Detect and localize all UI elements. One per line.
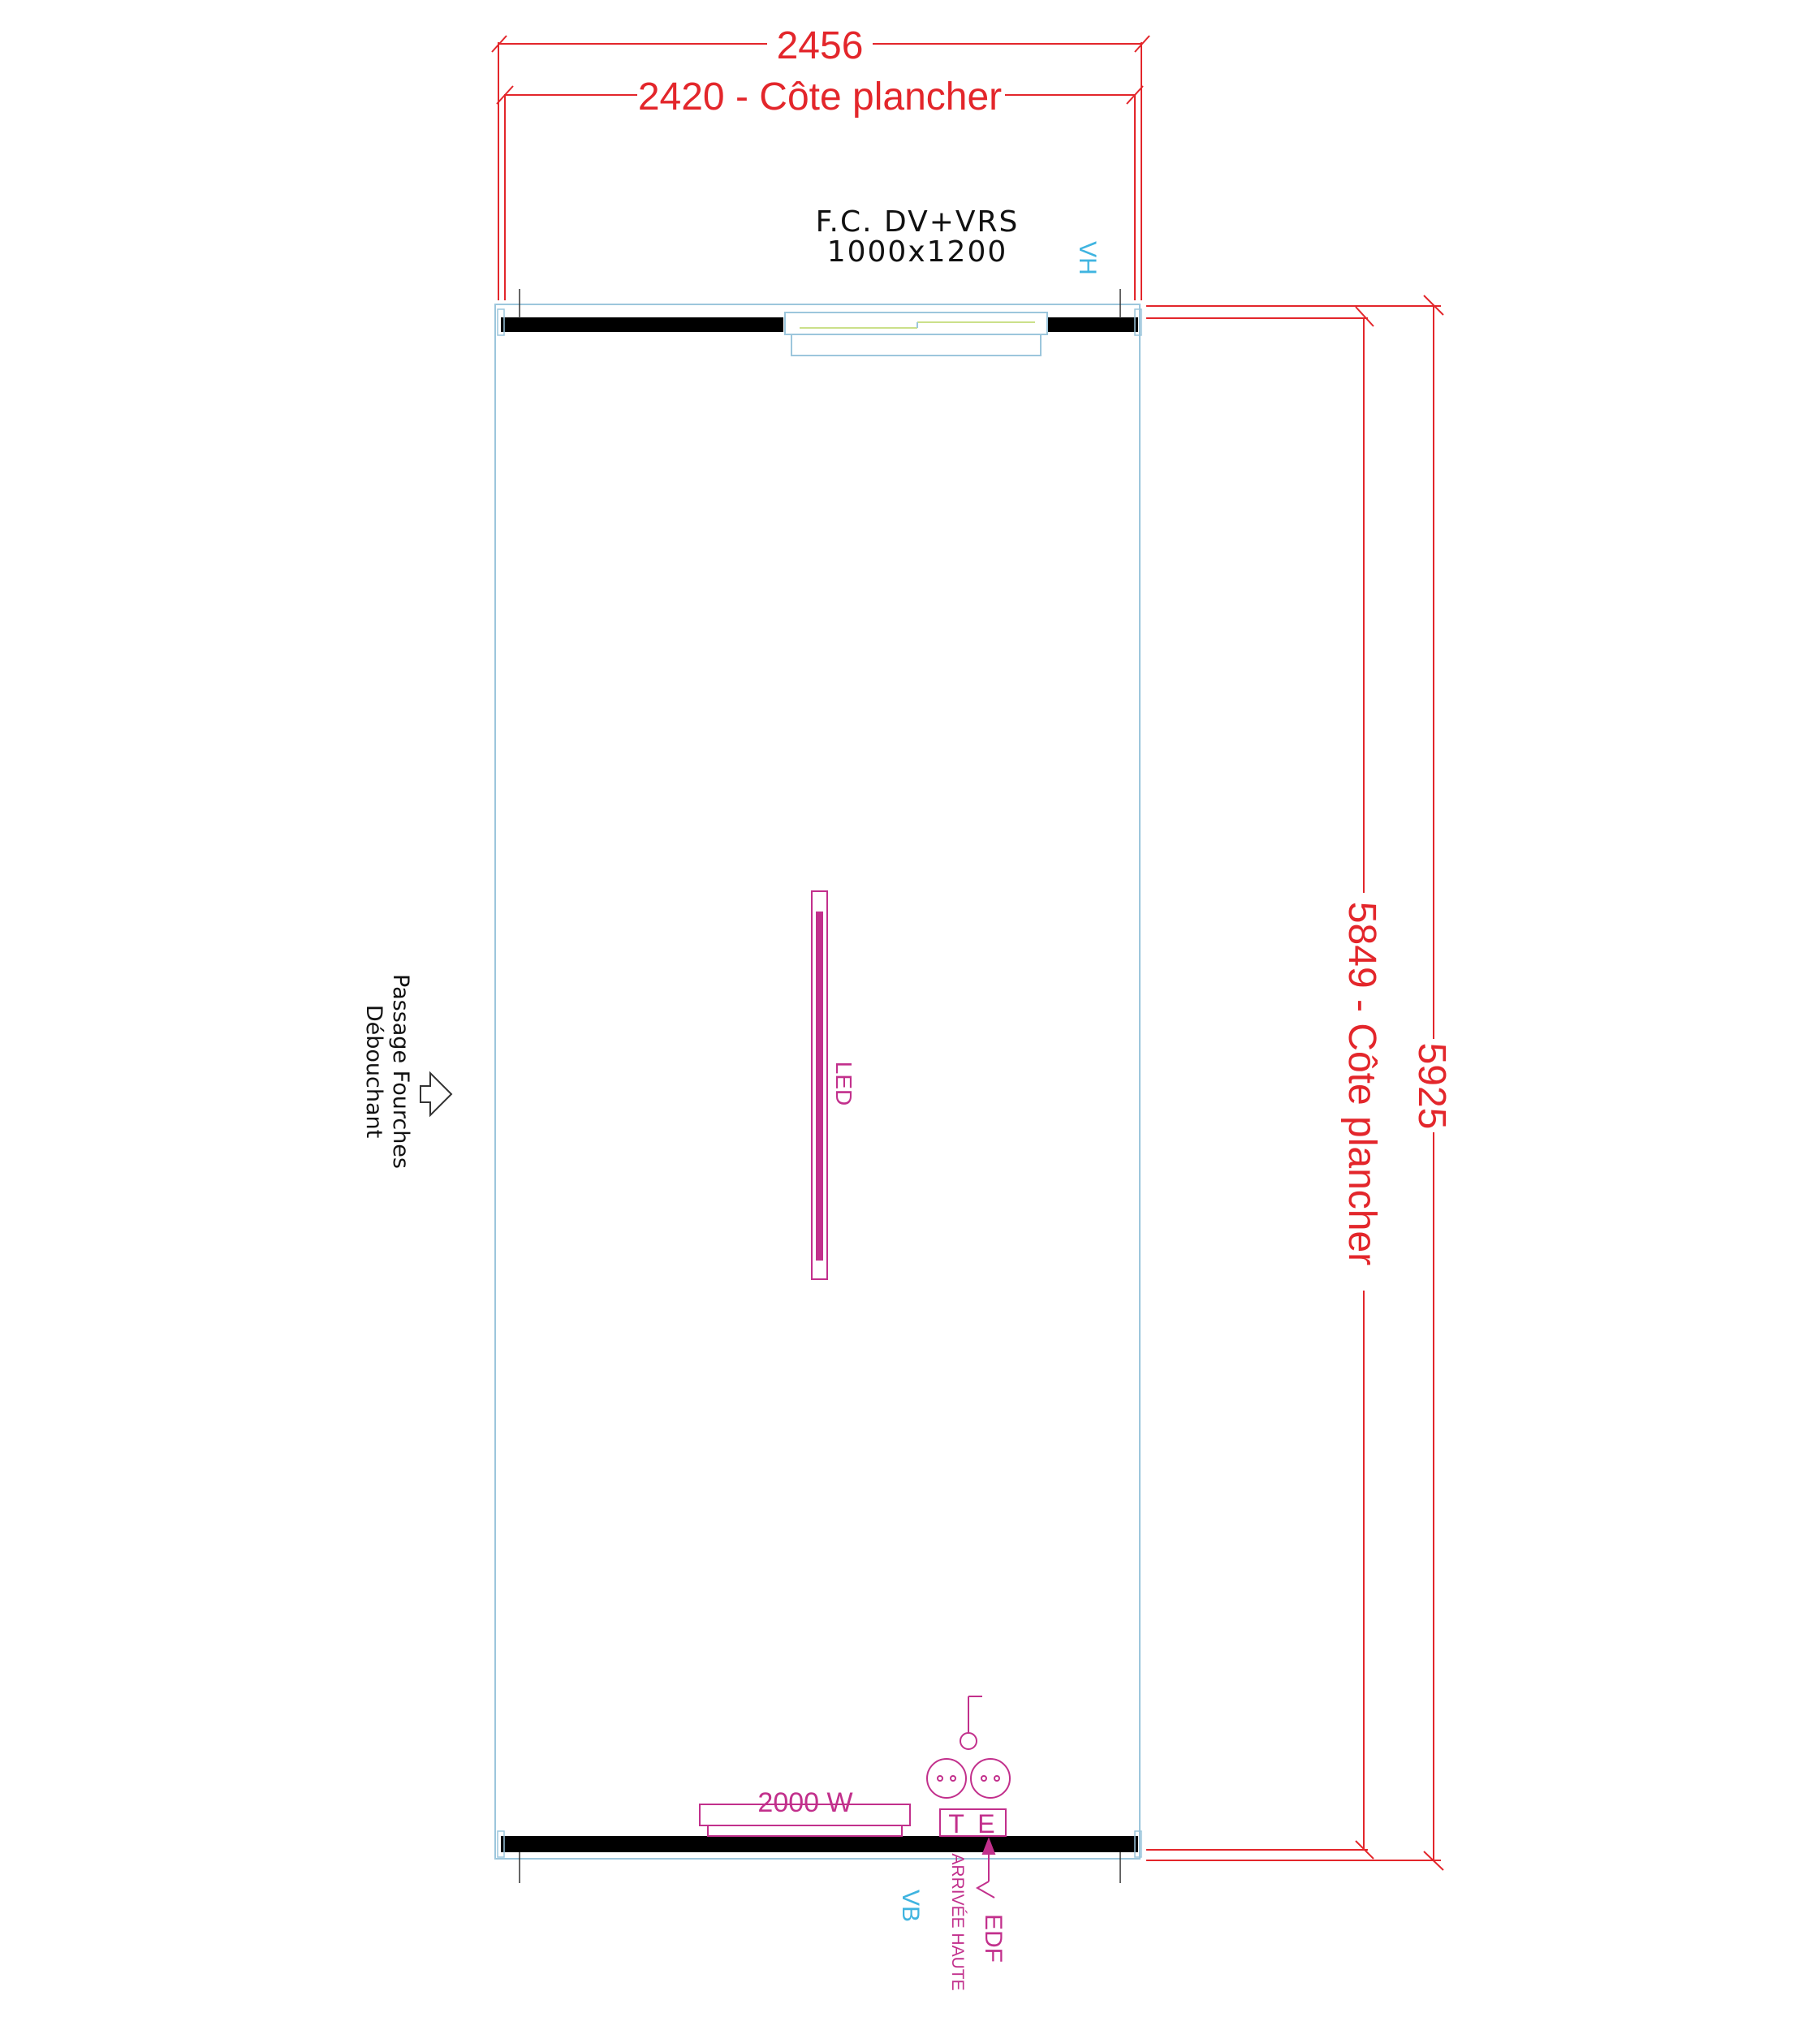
- electrical-panel-label: T E: [948, 1809, 998, 1838]
- marker-top: VH: [1074, 241, 1101, 275]
- led-label: LED: [831, 1061, 856, 1106]
- dimension-width-total: 2456: [776, 24, 864, 67]
- forks-label-line1: Passage Fourches: [388, 974, 413, 1169]
- electrical-supply-label: EDF: [980, 1914, 1007, 1963]
- heater-base: [708, 1825, 902, 1836]
- electrical-supply-note: ARRIVÉE HAUTE: [948, 1853, 967, 1991]
- heater-label: 2000 W: [757, 1787, 853, 1818]
- dimension-length-total: 5925: [1410, 1042, 1453, 1130]
- length-dimension-lines: [1146, 295, 1443, 1870]
- dimension-length-floor: 5849 - Côte plancher: [1340, 901, 1383, 1266]
- window-label-type: F.C. DV+VRS: [815, 205, 1020, 239]
- window-frame: [785, 312, 1047, 356]
- forks-label-line2: Débouchant: [361, 1004, 386, 1139]
- led-fixture-bar: [816, 912, 823, 1261]
- marker-bottom: VB: [897, 1889, 924, 1923]
- arrow-right-icon: [420, 1073, 451, 1115]
- top-wall-right: [1047, 317, 1138, 332]
- socket-icon: [927, 1759, 1010, 1798]
- dimension-width-floor: 2420 - Côte plancher: [637, 75, 1003, 119]
- top-wall-left: [501, 317, 783, 332]
- window-label-size: 1000x1200: [826, 235, 1008, 269]
- switch-icon: [960, 1696, 982, 1749]
- bottom-wall: [501, 1836, 1138, 1852]
